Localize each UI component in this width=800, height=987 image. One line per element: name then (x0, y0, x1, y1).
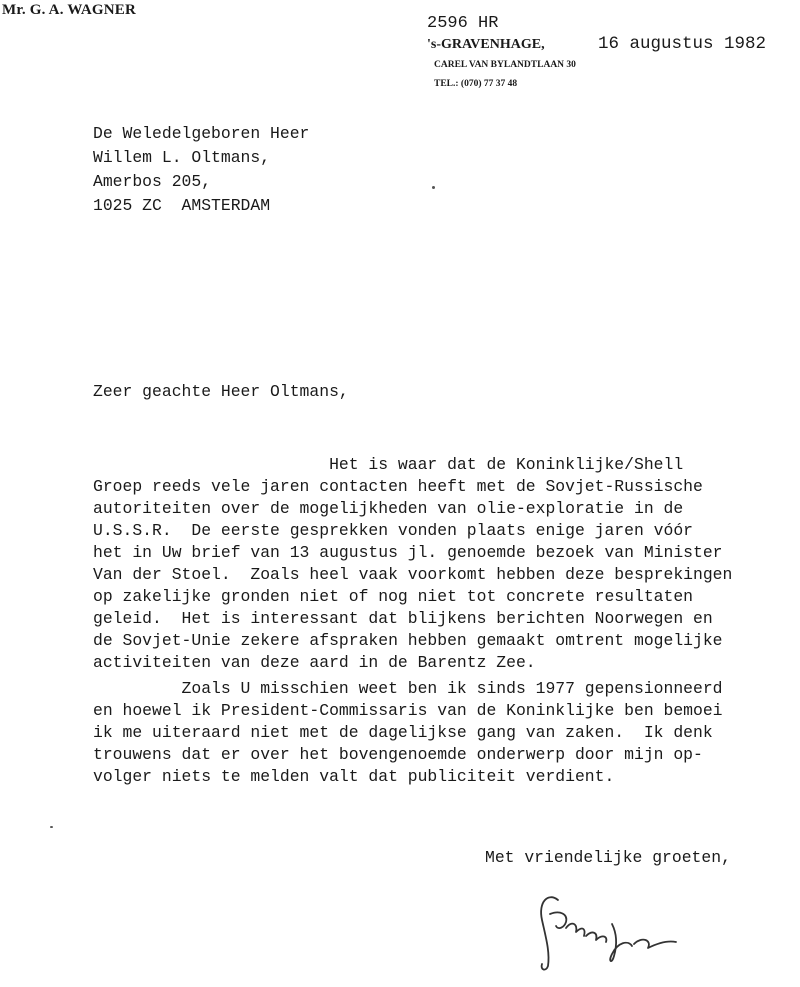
body-line: geleid. Het is interessant dat blijkens berichten Noorwegen en (93, 609, 713, 628)
body-line: Zoals U misschien weet ben ik sinds 1977 gepensionneerd (93, 679, 723, 698)
scan-speck (50, 826, 53, 828)
sender-street: CAREL VAN BYLANDTLAAN 30 (434, 60, 576, 70)
recipient-line: Amerbos 205, (93, 172, 212, 191)
body-line: autoriteiten over de mogelijkheden van olie-exploratie in de (93, 499, 684, 518)
body-line: U.S.S.R. De eerste gesprekken vonden plaats enige jaren vóór (93, 521, 693, 540)
body-line: volger niets te melden valt dat publiciteit verdient. (93, 767, 615, 786)
closing: Met vriendelijke groeten, (485, 848, 731, 867)
body-line: Groep reeds vele jaren contacten heeft met de Sovjet-Russische (93, 477, 703, 496)
recipient-line: Willem L. Oltmans, (93, 148, 271, 167)
body-line: Het is waar dat de Koninklijke/Shell (93, 455, 684, 474)
letter-date: 16 augustus 1982 (598, 34, 767, 54)
body-line: het in Uw brief van 13 augustus jl. genoemde bezoek van Minister (93, 543, 723, 562)
body-line: en hoewel ik President-Commissaris van de Koninklijke ben bemoei (93, 701, 723, 720)
body-line: de Sovjet-Unie zekere afspraken hebben gemaakt omtrent mogelijke (93, 631, 723, 650)
body-line: activiteiten van deze aard in de Barentz Zee. (93, 653, 536, 672)
body-line: ik me uiteraard niet met de dagelijkse gang van zaken. Ik denk (93, 723, 713, 742)
sender-phone: TEL.: (070) 77 37 48 (434, 79, 518, 89)
body-line: Van der Stoel. Zoals heel vaak voorkomt hebben deze besprekingen (93, 565, 733, 584)
sender-city: 's-GRAVENHAGE, (427, 37, 545, 52)
signature (520, 880, 700, 980)
sender-name: Mr. G. A. WAGNER (2, 2, 137, 18)
scan-speck (432, 186, 435, 189)
recipient-line: 1025 ZC AMSTERDAM (93, 196, 271, 215)
body-line: op zakelijke gronden niet of nog niet tot concrete resultaten (93, 587, 693, 606)
salutation: Zeer geachte Heer Oltmans, (93, 382, 349, 401)
body-line: trouwens dat er over het bovengenoemde onderwerp door mijn op- (93, 745, 703, 764)
sender-postcode: 2596 HR (427, 14, 499, 33)
recipient-line: De Weledelgeboren Heer (93, 124, 310, 143)
